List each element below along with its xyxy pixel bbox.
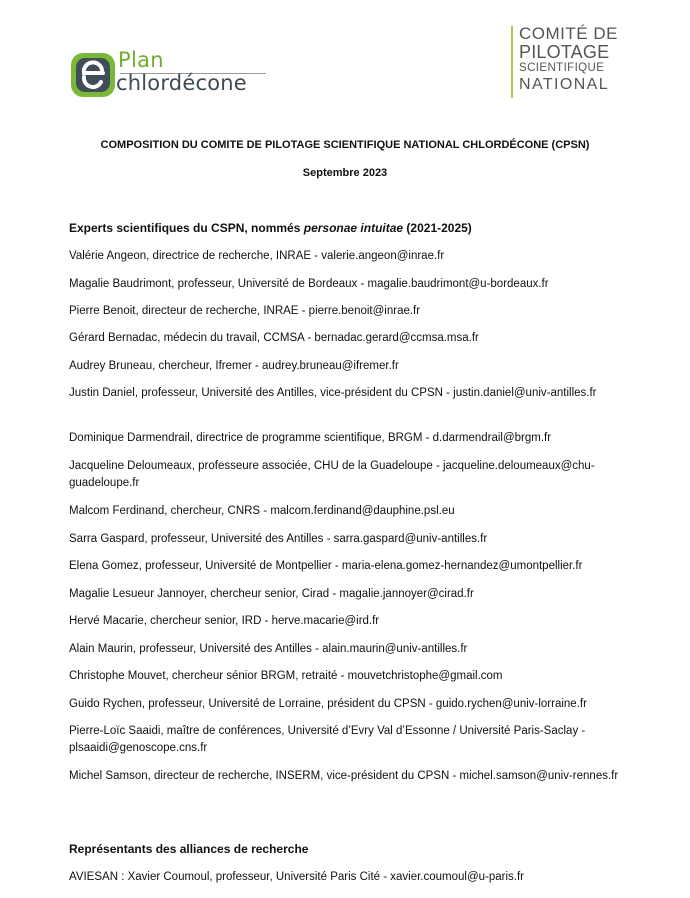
expert-entry: Gérard Bernadac, médecin du travail, CCMSA - bernadac.gerard@ccmsa.msa.fr [69, 332, 479, 344]
expert-entry: Dominique Darmendrail, directrice de programme scientifique, BRGM - d.darmendrail@brgm.fr [69, 432, 552, 444]
expert-entry: Valérie Angeon, directrice de recherche, INRAE - valerie.angeon@inrae.fr [69, 250, 445, 262]
document-date: Septembre 2023 [302, 167, 388, 179]
logo-chlordecone-text: chlordécone [116, 71, 247, 95]
expert-entry: Christophe Mouvet, chercheur sénior BRGM, retraité - mouvetchristophe@gmail.com [69, 670, 503, 682]
plan-chlordecone-mark-icon [70, 52, 116, 98]
expert-entry: Michel Samson, directeur de recherche, INSERM, vice-président du CPSN - michel.samson@univ-rennes.fr [69, 770, 619, 782]
alliances-heading: Représentants des alliances de recherche [69, 842, 309, 856]
expert-entry: Pierre Benoit, directeur de recherche, INRAE - pierre.benoit@inrae.fr [69, 305, 421, 317]
logo-line-1: COMITÉ DE [519, 24, 618, 43]
experts-heading [69, 221, 472, 235]
plan-chlordecone-logo [70, 48, 270, 100]
logo-plan-text: Plan [118, 48, 164, 72]
alliance-entry: AVIESAN : Xavier Coumoul, professeur, Université Paris Cité - xavier.coumoul@u-paris.fr [69, 871, 525, 883]
expert-entry: Sarra Gaspard, professeur, Université des Antilles - sarra.gaspard@univ-antilles.fr [69, 533, 488, 545]
expert-entry: Hervé Macarie, chercheur senior, IRD - herve.macarie@ird.fr [69, 615, 380, 627]
expert-entry: Audrey Bruneau, chercheur, Ifremer - audrey.bruneau@ifremer.fr [69, 360, 399, 372]
experts-heading-suffix: (2021-2025) [403, 221, 472, 235]
expert-entry: Magalie Baudrimont, professeur, Université de Bordeaux - magalie.baudrimont@u-bordeaux.fr [69, 278, 549, 290]
expert-entry: Justin Daniel, professeur, Université des Antilles, vice-président du CPSN - justin.daniel@univ-antilles.fr [69, 387, 597, 399]
logo-line-4: NATIONAL [519, 76, 610, 93]
expert-entry: Elena Gomez, professeur, Université de Montpellier - maria-elena.gomez-hernandez@umontpellier.fr [69, 560, 583, 572]
expert-entry: Jacqueline Deloumeaux, professeure associée, CHU de la Guadeloupe - jacqueline.deloumeaux@chu-guadeloupe.fr [69, 460, 595, 489]
logo-line-2: PILOTAGE [519, 42, 610, 62]
expert-entry: Malcom Ferdinand, chercheur, CNRS - malcom.ferdinand@dauphine.psl.eu [69, 505, 455, 517]
logo-line-3: SCIENTIFIQUE [519, 62, 605, 74]
expert-entry: Magalie Lesueur Jannoyer, chercheur senior, Cirad - magalie.jannoyer@cirad.fr [69, 588, 474, 600]
comite-pilotage-logo [511, 24, 621, 100]
logo-accent-bar [511, 26, 513, 98]
expert-entry: Guido Rychen, professeur, Université de Lorraine, président du CPSN - guido.rychen@univ-lorraine.fr [69, 698, 587, 710]
expert-entry: Alain Maurin, professeur, Université des Antilles - alain.maurin@univ-antilles.fr [69, 643, 468, 655]
experts-heading-prefix: Experts scientifiques du CSPN, nommés [69, 221, 304, 235]
document-title: COMPOSITION DU COMITE DE PILOTAGE SCIENTIFIQUE NATIONAL CHLORDÉCONE (CPSN) [100, 139, 590, 151]
experts-heading-italic: personae intuitae [303, 221, 404, 235]
expert-entry: Pierre-Loïc Saaidi, maître de conférences, Université d’Evry Val d’Essonne / Université Paris-Saclay - plsaaidi@genoscope.cns.fr [69, 725, 586, 754]
